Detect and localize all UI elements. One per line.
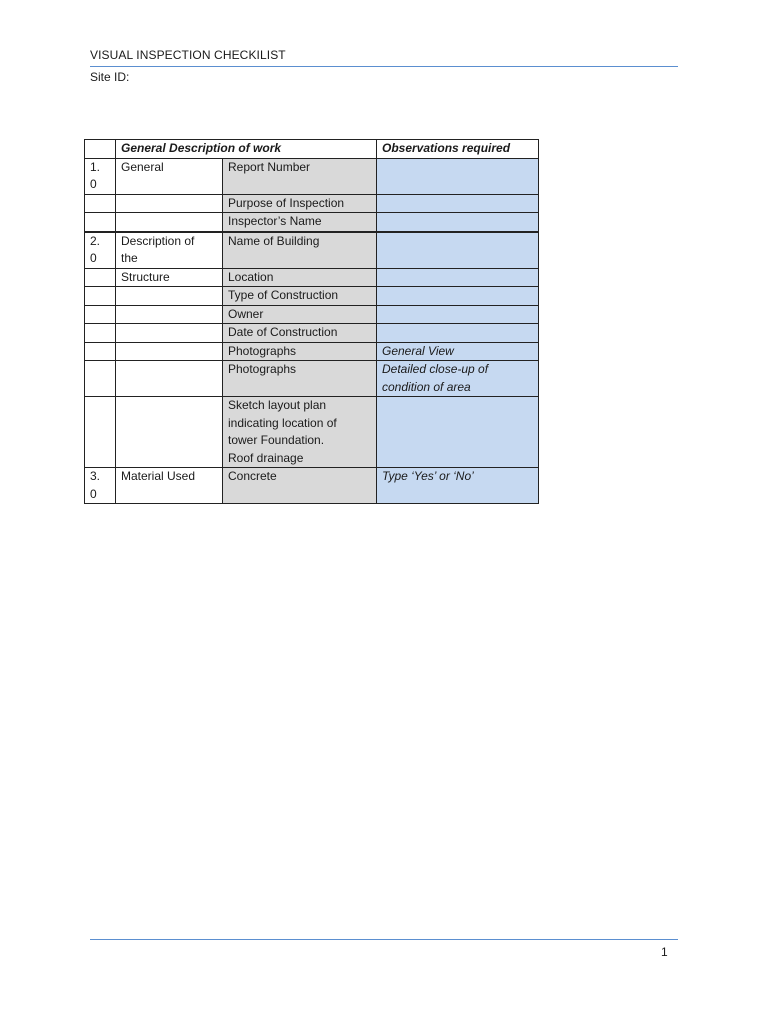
header-observations-cell: Observations required [377,140,539,159]
category-cell [116,342,223,361]
item-cell: Date of Construction [223,324,377,343]
row-number-cell [85,342,116,361]
header-description-cell: General Description of work [116,140,377,159]
table-row [85,213,539,232]
table-row [85,158,539,194]
observation-cell[interactable] [377,158,539,194]
table-row [85,342,539,361]
table-header-row [85,140,539,159]
table-row [85,232,539,268]
category-cell [116,287,223,306]
row-number-cell [85,305,116,324]
observation-cell[interactable] [377,268,539,287]
table-row [85,397,539,468]
observation-cell[interactable] [377,232,539,268]
header-divider [90,66,678,67]
observation-cell[interactable]: General View [377,342,539,361]
header-num-cell [85,140,116,159]
category-cell: Structure [116,268,223,287]
table-row [85,305,539,324]
table-row [85,287,539,306]
item-cell: Name of Building [223,232,377,268]
category-cell [116,305,223,324]
table-row [85,324,539,343]
table-row [85,268,539,287]
observation-cell[interactable] [377,324,539,343]
item-cell: Sketch layout plan indicating location of tower Foundation. Roof drainage [223,397,377,468]
item-cell: Inspector’s Name [223,213,377,232]
observation-cell[interactable] [377,194,539,213]
category-cell [116,194,223,213]
row-number-cell [85,213,116,232]
document-title: VISUAL INSPECTION CHECKILIST [90,48,286,62]
item-cell: Concrete [223,468,377,504]
row-number-cell [85,287,116,306]
item-cell: Owner [223,305,377,324]
observation-cell[interactable]: Detailed close-up of condition of area [377,361,539,397]
item-cell: Location [223,268,377,287]
observation-cell[interactable] [377,287,539,306]
category-cell: General [116,158,223,194]
item-cell: Purpose of Inspection [223,194,377,213]
row-number-cell: 2. 0 [85,232,116,268]
inspection-checklist-table [84,139,539,504]
page-number: 1 [661,945,668,959]
site-id-label: Site ID: [90,70,130,84]
item-cell: Photographs [223,342,377,361]
row-number-cell [85,194,116,213]
row-number-cell: 1. 0 [85,158,116,194]
observation-cell[interactable]: Type ‘Yes’ or ‘No’ [377,468,539,504]
item-cell: Photographs [223,361,377,397]
table-row [85,468,539,504]
observation-cell[interactable] [377,397,539,468]
row-number-cell [85,361,116,397]
item-cell: Type of Construction [223,287,377,306]
category-cell [116,324,223,343]
row-number-cell [85,268,116,287]
row-number-cell: 3. 0 [85,468,116,504]
row-number-cell [85,397,116,468]
category-cell [116,213,223,232]
category-cell: Material Used [116,468,223,504]
table-row [85,194,539,213]
category-cell: Description of the [116,232,223,268]
category-cell [116,397,223,468]
category-cell [116,361,223,397]
observation-cell[interactable] [377,305,539,324]
footer-divider [90,939,678,940]
item-cell: Report Number [223,158,377,194]
observation-cell[interactable] [377,213,539,232]
table-row [85,361,539,397]
row-number-cell [85,324,116,343]
